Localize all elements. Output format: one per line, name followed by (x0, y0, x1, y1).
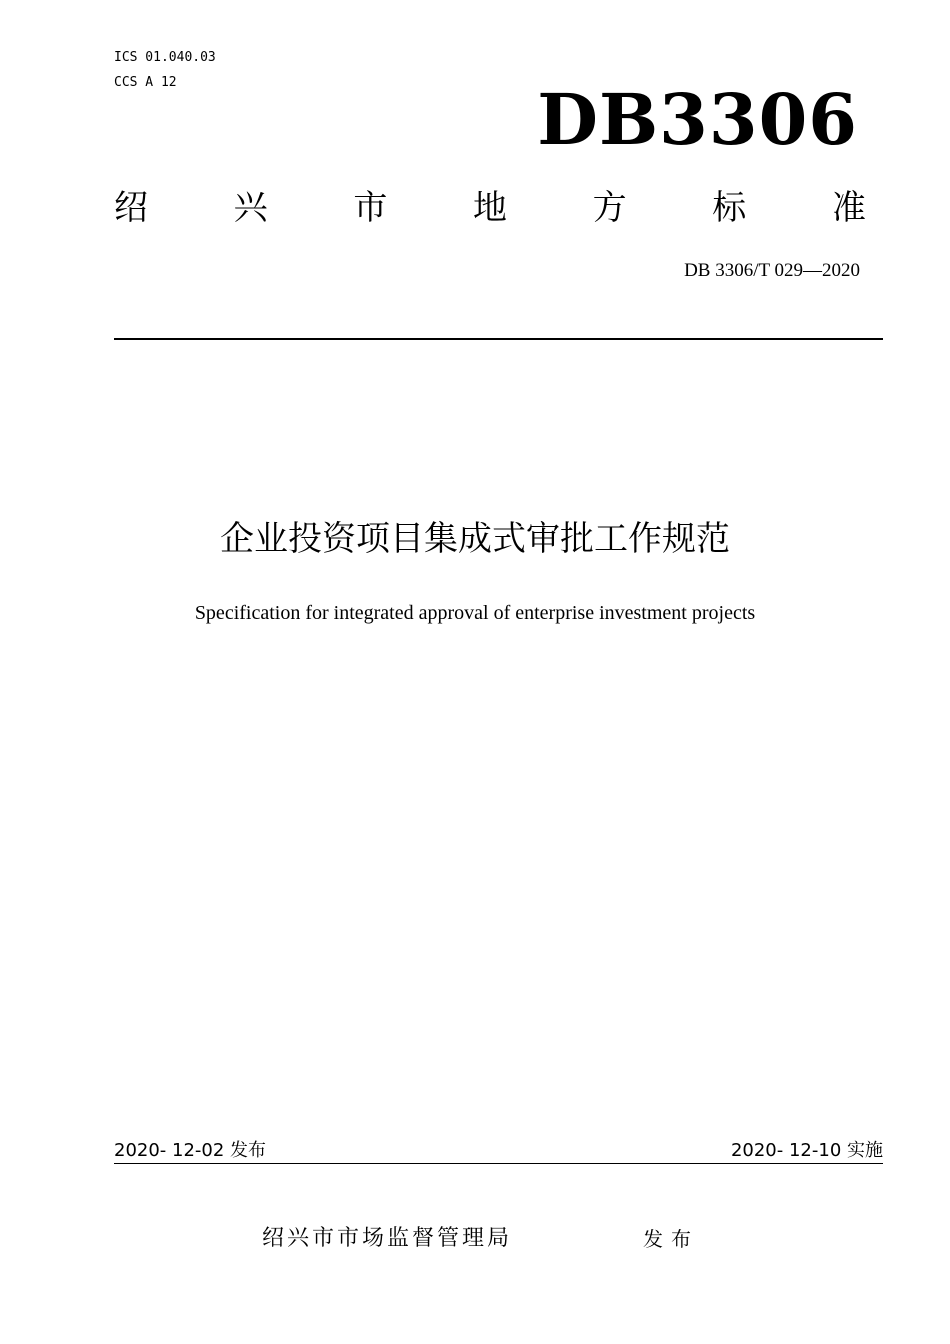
document-title-english: Specification for integrated approval of enterprise investment projects (194, 602, 756, 624)
standard-type-char: 市 (353, 188, 388, 228)
standard-type-char: 标 (712, 188, 747, 228)
standard-code-large: DB3306 (537, 78, 858, 161)
standard-type-char: 方 (592, 188, 627, 228)
standard-type-heading (114, 186, 866, 230)
publishing-authority: 绍兴市市场监督管理局 (262, 1226, 513, 1251)
standard-type-char: 绍 (114, 188, 148, 228)
ics-code: ICS 01.040.03 (114, 50, 216, 65)
publish-date: 2020- 12-02 发布 (114, 1140, 267, 1161)
standard-type-char: 兴 (233, 188, 268, 228)
implementation-date: 2020- 12-10 实施 (730, 1140, 883, 1161)
top-divider (114, 338, 883, 340)
standard-type-char: 准 (831, 188, 866, 228)
document-title-chinese: 企业投资项目集成式审批工作规范 (220, 519, 730, 559)
bottom-divider (114, 1163, 883, 1164)
standard-type-char: 地 (472, 188, 507, 228)
standard-number: DB 3306/T 029—2020 (684, 260, 860, 281)
publish-label: 发布 (643, 1227, 699, 1251)
ccs-code: CCS A 12 (114, 75, 177, 90)
